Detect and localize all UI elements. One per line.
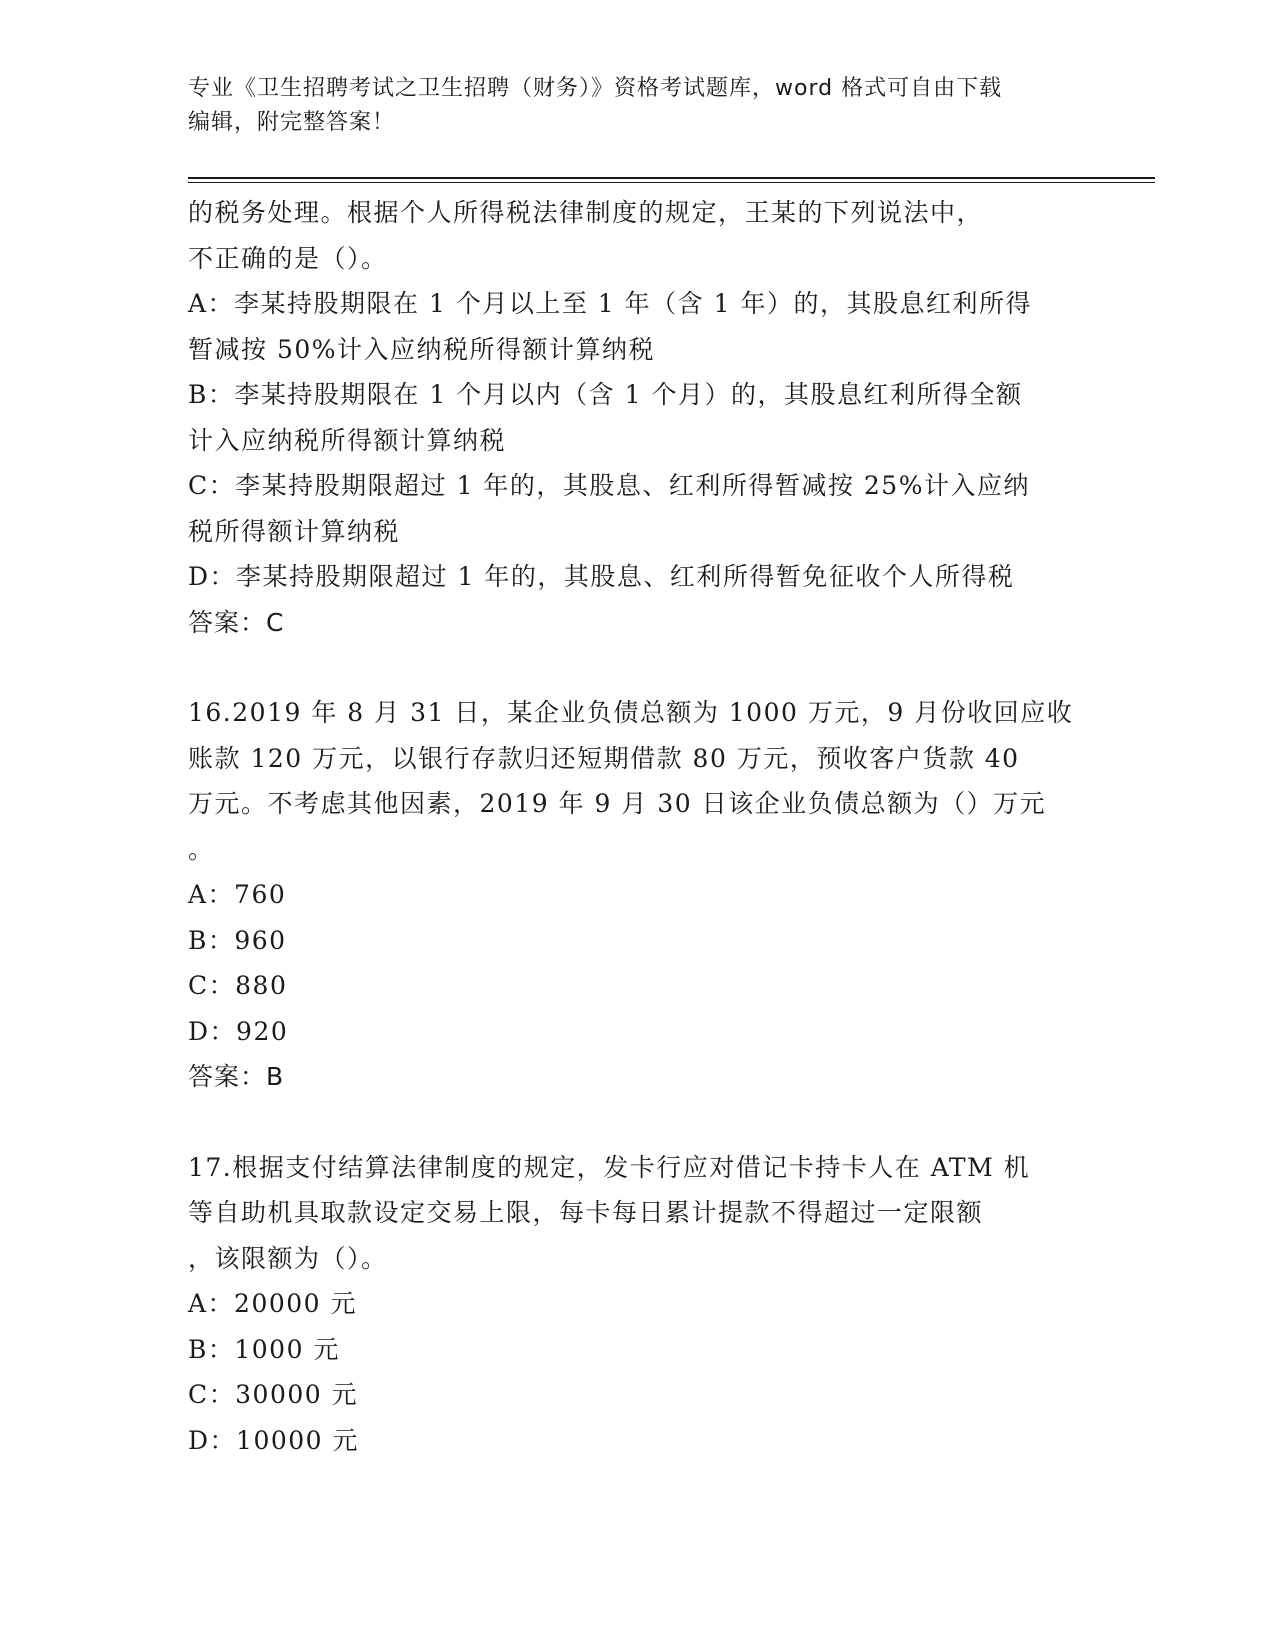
option-line: A：李某持股期限在 1 个月以上至 1 年（含 1 年）的，其股息红利所得 bbox=[188, 289, 1032, 318]
question-stem-line: ，该限额为（）。 bbox=[188, 1243, 388, 1273]
option-d: D：10000 元 bbox=[188, 1425, 360, 1455]
spacer bbox=[188, 645, 1088, 690]
question-15 bbox=[188, 190, 1088, 645]
option-line: 计入应纳税所得额计算纳税 bbox=[188, 425, 507, 455]
option-b: B：960 bbox=[188, 925, 287, 955]
header-line-2: 编辑，附完整答案！ bbox=[188, 110, 396, 135]
answer-line: 答案：B bbox=[188, 1062, 285, 1091]
option-line: 税所得额计算纳税 bbox=[188, 516, 401, 546]
answer-line: 答案：C bbox=[188, 607, 285, 637]
question-stem-line: 16.2019 年 8 月 31 日，某企业负债总额为 1000 万元，9 月份收回应收 bbox=[188, 698, 1074, 727]
question-content bbox=[188, 190, 1088, 1463]
question-stem-line: 账款 120 万元，以银行存款归还短期借款 80 万元，预收客户货款 40 bbox=[188, 743, 1020, 773]
option-line: 暂减按 50%计入应纳税所得额计算纳税 bbox=[188, 334, 656, 364]
spacer bbox=[188, 1100, 1088, 1145]
option-line: D：李某持股期限超过 1 年的，其股息、红利所得暂免征收个人所得税 bbox=[188, 562, 1015, 591]
document-header bbox=[188, 72, 1088, 140]
question-17 bbox=[188, 1145, 1088, 1464]
question-stem-line: 万元。不考虑其他因素，2019 年 9 月 30 日该企业负债总额为（）万元 bbox=[188, 789, 1047, 818]
question-stem-line: 。 bbox=[188, 834, 215, 864]
header-line-1: 专业《卫生招聘考试之卫生招聘（财务）》资格考试题库，word 格式可自由下载 bbox=[188, 76, 1003, 101]
option-c: C：30000 元 bbox=[188, 1380, 359, 1409]
option-line: C：李某持股期限超过 1 年的，其股息、红利所得暂减按 25%计入应纳 bbox=[188, 471, 1030, 500]
option-line: B：李某持股期限在 1 个月以内（含 1 个月）的，其股息红利所得全额 bbox=[188, 380, 1023, 409]
header-divider-thick bbox=[188, 177, 1155, 179]
question-stem-line: 17.根据支付结算法律制度的规定，发卡行应对借记卡持卡人在 ATM 机 bbox=[188, 1152, 1031, 1182]
option-a: A：760 bbox=[188, 880, 287, 909]
header-divider-thin bbox=[188, 182, 1155, 183]
question-stem-line: 等自助机具取款设定交易上限，每卡每日累计提款不得超过一定限额 bbox=[188, 1198, 984, 1227]
question-stem-line: 的税务处理。根据个人所得税法律制度的规定，王某的下列说法中， bbox=[188, 198, 984, 227]
option-a: A：20000 元 bbox=[188, 1289, 358, 1318]
question-stem-line: 不正确的是（）。 bbox=[188, 243, 388, 273]
option-c: C：880 bbox=[188, 971, 288, 1000]
question-16 bbox=[188, 690, 1088, 1100]
option-d: D：920 bbox=[188, 1016, 289, 1046]
option-b: B：1000 元 bbox=[188, 1334, 340, 1364]
